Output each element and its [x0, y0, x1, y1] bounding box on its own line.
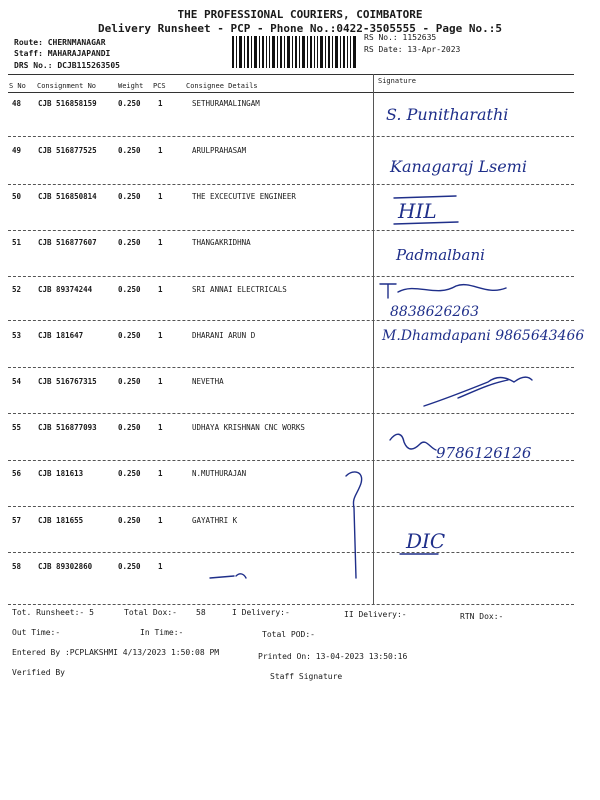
out-time: Out Time:- [12, 628, 61, 637]
row-consignment: CJB 516850814 [38, 192, 97, 201]
row-sno: 49 [12, 146, 22, 155]
row-consignment: CJB 89302860 [38, 562, 93, 571]
svg-text:9786126126: 9786126126 [436, 444, 532, 462]
row-weight: 0.250 [118, 192, 141, 201]
row-consignee: SETHURAMALINGAM [192, 99, 260, 108]
printed-on: Printed On: 13-04-2023 13:50:16 [258, 652, 408, 661]
row-divider [8, 506, 574, 507]
row-consignee: N.MUTHURAJAN [192, 469, 247, 478]
row-pcs: 1 [158, 423, 163, 432]
row-pcs: 1 [158, 331, 163, 340]
row-consignment: CJB 181613 [38, 469, 84, 478]
entered-by: Entered By :PCPLAKSHMI 4/13/2023 1:50:08 PM [12, 648, 220, 657]
row-pcs: 1 [158, 238, 163, 247]
svg-text:8838626263: 8838626263 [390, 304, 480, 320]
row-sno: 57 [12, 516, 22, 525]
row-pcs: 1 [158, 377, 163, 386]
row-sno: 58 [12, 562, 22, 571]
row-weight: 0.250 [118, 238, 141, 247]
signature-row-54 [418, 372, 538, 412]
signature-row-50 [392, 190, 472, 230]
row-consignment: CJB 516877607 [38, 238, 97, 247]
signature-row-55 [386, 428, 566, 468]
signature-row-51 [392, 238, 552, 272]
row-weight: 0.250 [118, 331, 141, 340]
row-consignee: NEVETHA [192, 377, 224, 386]
in-time: In Time:- [140, 628, 184, 637]
ii-delivery: II Delivery:- [344, 610, 407, 619]
row-sno: 54 [12, 377, 22, 386]
barcode-image [232, 36, 356, 68]
row-consignee: THE EXCECUTIVE ENGINEER [192, 192, 296, 201]
svg-text:Kanagaraj Lsemi: Kanagaraj Lsemi [390, 157, 527, 176]
verified-by: Verified By [12, 668, 65, 677]
route-label: Route: CHERNMANAGAR [14, 38, 106, 47]
col-header-consignee: Consignee Details [186, 82, 258, 90]
staff-signature-label: Staff Signature [270, 672, 343, 681]
row-weight: 0.250 [118, 146, 141, 155]
signature-row-58 [206, 568, 266, 584]
row-sno: 48 [12, 99, 22, 108]
row-divider [8, 552, 574, 553]
row-sno: 52 [12, 285, 22, 294]
row-consignee: UDHAYA KRISHNAN CNC WORKS [192, 423, 305, 432]
row-divider [8, 136, 574, 137]
rtn-dox: RTN Dox:- [460, 612, 504, 621]
row-consignee: GAYATHRI K [192, 516, 238, 525]
row-consignee: SRI ANNAI ELECTRICALS [192, 285, 287, 294]
col-header-pcs: PCS [153, 82, 166, 90]
row-divider [8, 413, 574, 414]
signature-row-56-57-stroke [336, 468, 376, 588]
row-weight: 0.250 [118, 423, 141, 432]
svg-text:HIL: HIL [398, 199, 437, 223]
row-consignment: CJB 516877093 [38, 423, 97, 432]
drs-label: DRS No.: DCJB115263505 [14, 61, 120, 70]
row-pcs: 1 [158, 192, 163, 201]
row-weight: 0.250 [118, 516, 141, 525]
row-pcs: 1 [158, 469, 163, 478]
total-dox-label: Total Dox:- [124, 608, 177, 617]
total-pod: Total POD:- [262, 630, 315, 639]
row-consignment: CJB 181647 [38, 331, 84, 340]
signature-row-57 [398, 520, 478, 560]
svg-text:S. Punitharathi: S. Punitharathi [386, 105, 509, 124]
rs-number: RS No.: 1152635 [364, 33, 437, 42]
row-sno: 50 [12, 192, 22, 201]
col-header-signature: Signature [378, 77, 416, 85]
row-pcs: 1 [158, 562, 163, 571]
row-weight: 0.250 [118, 377, 141, 386]
row-consignment: CJB 516858159 [38, 99, 97, 108]
document-title: THE PROFESSIONAL COURIERS, COIMBATORE [177, 8, 423, 21]
row-sno: 56 [12, 469, 22, 478]
table-top-border [8, 74, 574, 75]
row-consignee: DHARANI ARUN D [192, 331, 256, 340]
signature-row-52 [376, 278, 546, 320]
row-consignment: CJB 516877525 [38, 146, 97, 155]
row-consignment: CJB 516767315 [38, 377, 97, 386]
document-subtitle: Delivery Runsheet - PCP - Phone No.:0422-3505555 - Page No.:5 [98, 22, 502, 35]
rs-date: RS Date: 13-Apr-2023 [364, 45, 461, 54]
row-weight: 0.250 [118, 469, 141, 478]
svg-text:M.Dhamdapani 9865643466: M.Dhamdapani 9865643466 [382, 328, 585, 344]
row-sno: 53 [12, 331, 22, 340]
signature-row-48 [380, 94, 560, 134]
col-header-sno: S No [9, 82, 26, 90]
row-sno: 55 [12, 423, 22, 432]
row-weight: 0.250 [118, 285, 141, 294]
row-divider [8, 230, 574, 231]
row-pcs: 1 [158, 99, 163, 108]
row-consignee: THANGAKRIDHNA [192, 238, 251, 247]
row-weight: 0.250 [118, 562, 141, 571]
row-divider [8, 276, 574, 277]
total-dox-value: 58 [196, 608, 206, 617]
row-pcs: 1 [158, 285, 163, 294]
row-sno: 51 [12, 238, 22, 247]
table-header-border [8, 92, 574, 93]
staff-label: Staff: MAHARAJAPANDI [14, 49, 111, 58]
row-pcs: 1 [158, 146, 163, 155]
row-consignment: CJB 181655 [38, 516, 84, 525]
i-delivery: I Delivery:- [232, 608, 290, 617]
col-header-weight: Weight [118, 82, 144, 90]
svg-text:Padmalbani: Padmalbani [396, 246, 485, 264]
signature-row-49 [380, 146, 570, 186]
row-divider [8, 320, 574, 321]
svg-text:DIC: DIC [406, 529, 446, 553]
signature-row-53 [378, 322, 585, 368]
total-runsheet: Tot. Runsheet:- 5 [12, 608, 94, 617]
row-pcs: 1 [158, 516, 163, 525]
table-bottom-border [8, 604, 574, 605]
row-consignment: CJB 89374244 [38, 285, 93, 294]
col-header-consignment: Consignment No [37, 82, 97, 90]
row-weight: 0.250 [118, 99, 141, 108]
row-consignee: ARULPRAHASAM [192, 146, 247, 155]
